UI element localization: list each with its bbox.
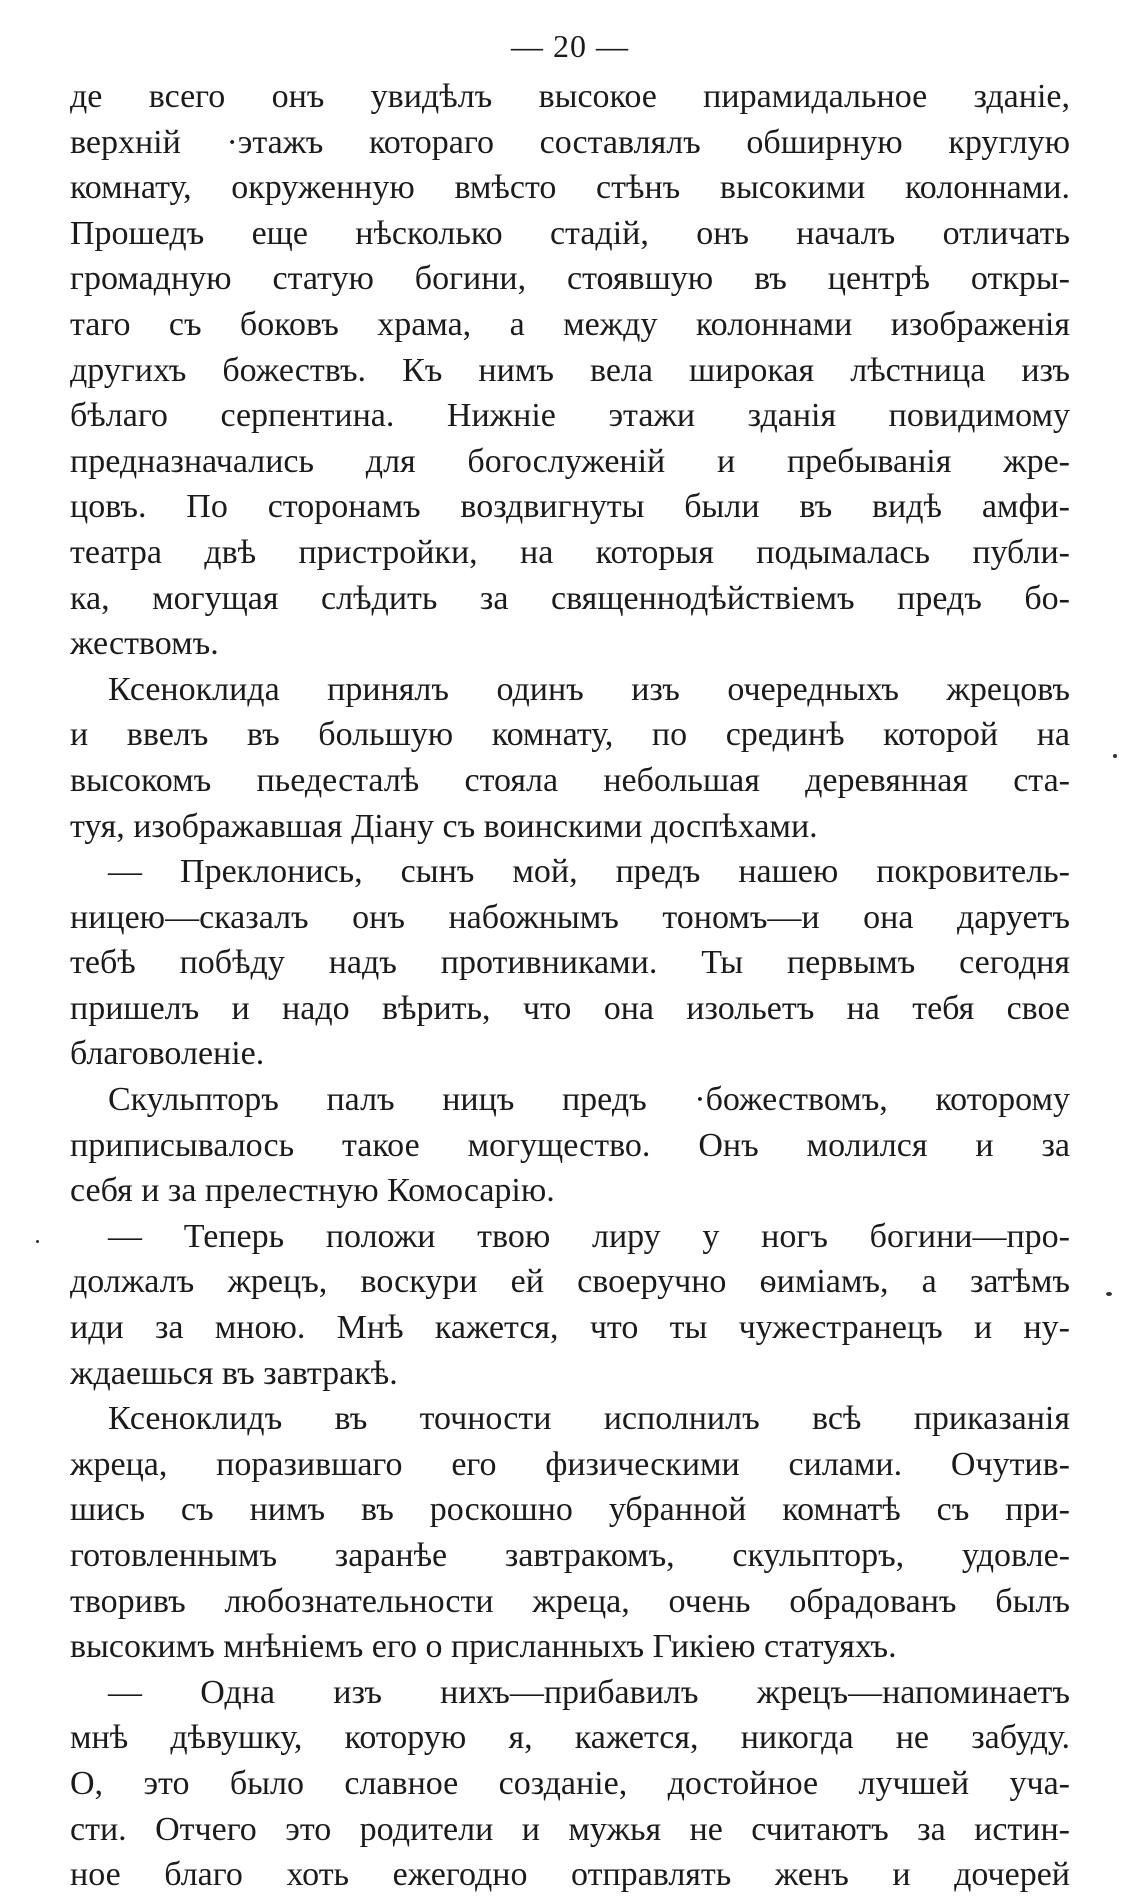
text-line: комнату, окруженную вмѣсто стѣнъ высокими колоннами. <box>70 169 1070 207</box>
book-page <box>70 24 1070 1894</box>
text-line: жреца, поразившаго его физическими силами. Очутив- <box>70 1445 1070 1483</box>
scan-speck <box>1106 1292 1112 1296</box>
text-line: ное благо хоть ежегодно отправлять женъ и дочерей <box>70 1856 1070 1894</box>
text-line: готовленнымъ заранѣе завтракомъ, скульпторъ, удовле- <box>70 1537 1070 1574</box>
text-line: предназначались для богослуженій и пребыванія жре- <box>70 442 1070 480</box>
text-line: жествомъ. <box>70 625 219 663</box>
scan-speck <box>36 1240 39 1243</box>
text-line: себя и за прелестную Комосарію. <box>70 1172 555 1210</box>
text-line: бѣлаго серпентина. Нижніе этажи зданія повидимому <box>70 397 1070 435</box>
text-line: иди за мною. Мнѣ кажется, что ты чужестранецъ и ну- <box>70 1309 1070 1347</box>
text-line: громадную статую богини, стоявшую въ центрѣ откры- <box>70 260 1070 298</box>
text-line: Прошедъ еще нѣсколько стадій, онъ началъ отличать <box>70 214 1070 252</box>
text-line: мнѣ дѣвушку, которую я, кажется, никогда не забуду. <box>70 1719 1070 1757</box>
text-line: верхній ·этажъ котораго составлялъ обширную круглую <box>70 123 1070 161</box>
paragraph-start-line: Скульпторъ палъ ницъ предъ ·божествомъ, которому <box>108 1081 1070 1119</box>
paragraph-start-line: Ксеноклида принялъ одинъ изъ очередныхъ жрецовъ <box>108 670 1070 708</box>
paragraph-start-line: — Преклонись, сынъ мой, предъ нашею покровитель- <box>108 853 1070 891</box>
text-line: тебѣ побѣду надъ противниками. Ты первымъ сегодня <box>70 944 1070 982</box>
paragraph-start-line: — Одна изъ нихъ—прибавилъ жрецъ—напоминаетъ <box>108 1673 1070 1711</box>
text-line: высокимъ мнѣніемъ его о присланныхъ Гикіею статуяхъ. <box>70 1628 897 1666</box>
text-line: де всего онъ увидѣлъ высокое пирамидальное зданіе, <box>70 78 1070 115</box>
text-line: таго съ боковъ храма, а между колоннами изображенія <box>70 305 1070 343</box>
scan-speck <box>1113 754 1117 758</box>
text-line: сти. Отчего это родители и мужья не считаютъ за истин- <box>70 1810 1070 1848</box>
text-line: театра двѣ пристройки, на которыя подымалась публи- <box>70 533 1070 571</box>
text-line: пришелъ и надо вѣрить, что она изольетъ на тебя свое <box>70 989 1070 1027</box>
text-line: высокомъ пьедесталѣ стояла небольшая деревянная ста- <box>70 761 1070 799</box>
page-number: — 20 — <box>511 28 629 64</box>
paragraph-start-line: Ксеноклидъ въ точности исполнилъ всѣ приказанія <box>108 1400 1070 1438</box>
paragraph-start-line: — Теперь положи твою лиру у ногъ богини—про- <box>108 1217 1070 1255</box>
text-line: ка, могущая слѣдить за священнодѣйствіемъ предъ бо- <box>70 579 1070 617</box>
text-line: другихъ божествъ. Къ нимъ вела широкая лѣстница изъ <box>70 351 1070 389</box>
text-line: и ввелъ въ большую комнату, по срединѣ которой на <box>70 716 1070 754</box>
body-text <box>70 74 1070 1898</box>
text-line: должалъ жрецъ, воскури ей своеручно ѳиміамъ, а затѣмъ <box>70 1263 1070 1301</box>
text-line: цовъ. По сторонамъ воздвигнуты были въ видѣ амфи- <box>70 488 1070 526</box>
text-line: шись съ нимъ въ роскошно убранной комнатѣ съ при- <box>70 1491 1070 1529</box>
text-line: О, это было славное созданіе, достойное лучшей уча- <box>70 1764 1070 1802</box>
text-line: ждаешься въ завтракѣ. <box>70 1354 398 1392</box>
text-line: туя, изображавшая Діану съ воинскими доспѣхами. <box>70 807 818 845</box>
text-line: творивъ любознательности жреца, очень обрадованъ былъ <box>70 1582 1070 1620</box>
text-line: благоволеніе. <box>70 1035 265 1073</box>
text-line: ницею—сказалъ онъ набожнымъ тономъ—и она даруетъ <box>70 898 1070 936</box>
text-line: приписывалось такое могущество. Онъ молился и за <box>70 1126 1070 1164</box>
